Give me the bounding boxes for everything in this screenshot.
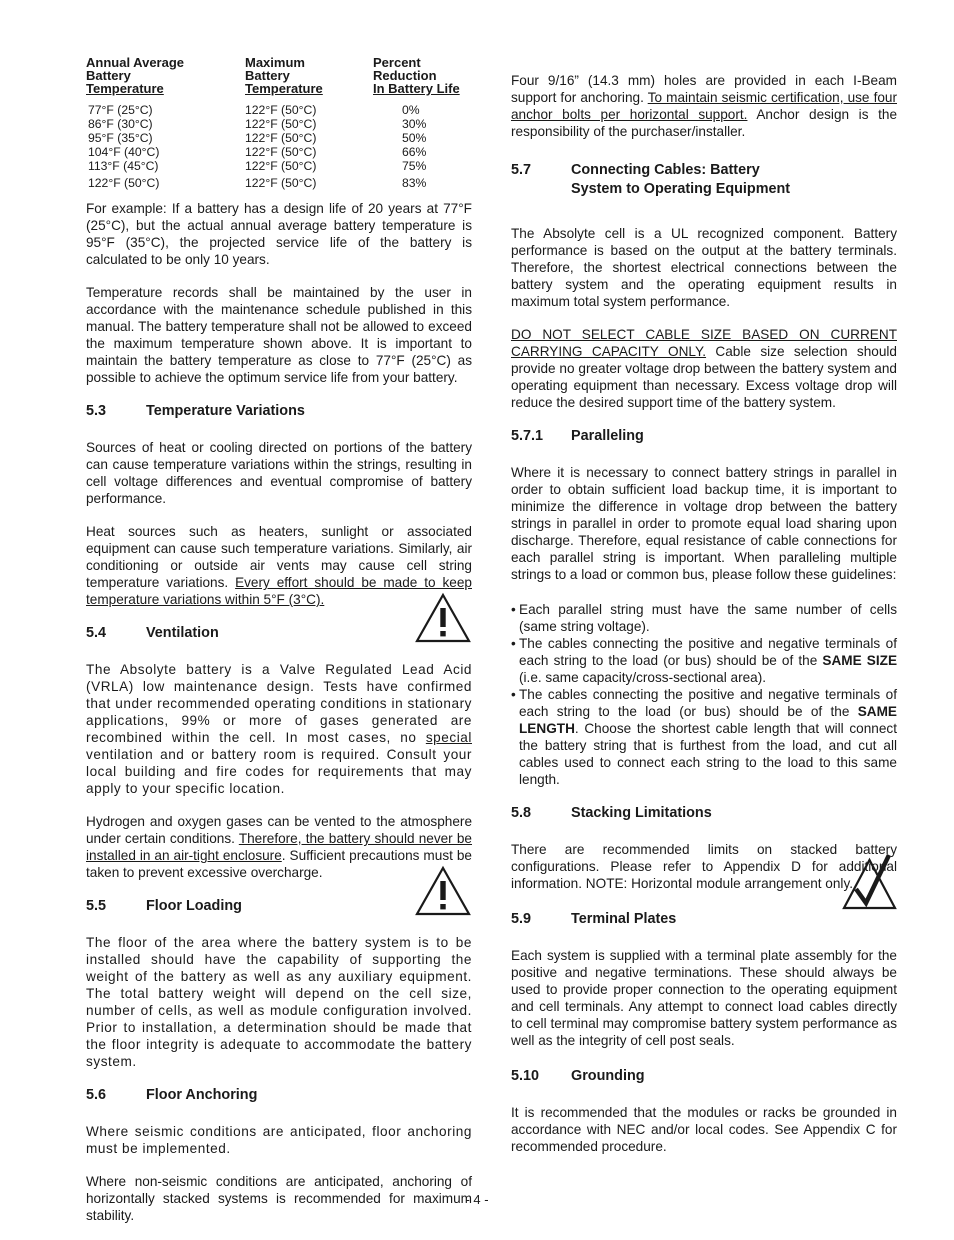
heading-floor-anchoring: 5.6 Floor Anchoring <box>86 1087 258 1103</box>
heading-floor-loading: 5.5 Floor Loading <box>86 897 472 916</box>
warning-triangle-icon <box>414 865 472 917</box>
paralleling-guidelines-list <box>511 601 897 788</box>
list-item: • Each parallel string must have the same number of cells (same string voltage). <box>511 602 897 634</box>
paragraph-floor-anchoring-2: Where non-seismic conditions are anticipated, anchoring of horizontally stacked systems is recommended for maximum stability. <box>86 1174 472 1223</box>
paragraph-floor-anchoring-1: Where seismic conditions are anticipated, floor anchoring must be implemented. <box>86 1124 472 1156</box>
right-column <box>511 72 897 1171</box>
paragraph-ventilation-2: Hydrogen and oxygen gases can be vented to the atmosphere under certain conditions. Therefore, the battery should never be installed in an air-tight enclosure. Sufficient precautions must be taken to prevent excessive overcharge. <box>86 814 472 880</box>
heading-paralleling: 5.7.1 Paralleling <box>511 428 644 444</box>
heading-terminal-plates: 5.9 Terminal Plates <box>511 910 897 929</box>
page-number: - 4 - <box>465 1192 489 1207</box>
paragraph-anchor-holes: Four 9/16” (14.3 mm) holes are provided in each I-Beam support for anchoring. To maintain seismic certification, use four anchor bolts per horizontal support. Anchor design is the responsibility of the purchaser/installer. <box>511 73 898 139</box>
paragraph-paralleling: Where it is necessary to connect battery strings in parallel in order to obtain sufficient load backup time, it is important to minimize the difference in voltage drop between the battery strings in parallel in order to promote equal load sharing upon discharge. Therefore, equal resistance of cable connections for each parallel string is important. When paralleling multiple strings to a load or common bus, please follow these guidelines: <box>511 465 897 582</box>
table-row: 77°F (25°C) 122°F (50°C) 0% <box>88 103 420 117</box>
paragraph-example: For example: If a battery has a design life of 20 years at 77°F (25°C), but the actual annual average battery temperature is 95°F (35°C), the projected service life of the battery is calculated to be only 10 years. <box>86 201 472 267</box>
paragraph-temperature-variations-2: Heat sources such as heaters, sunlight or associated equipment can cause such temperature variations. Similarly, air conditioning or outside air vents may cause cell string temperature variations. Every effort should be made to keep temperature variations within 5°F (3°C). <box>86 524 472 607</box>
paragraph-grounding: It is recommended that the modules or racks be grounded in accordance with NEC and/or local codes. See Appendix C for recommended procedure. <box>511 1105 897 1154</box>
table-row: 86°F (30°C) 122°F (50°C) 30% <box>88 117 427 131</box>
paragraph-terminal-plates: Each system is supplied with a terminal plate assembly for the positive and negative terminations. These should always be used to provide proper connection to the operating equipment and cell terminals. Any attempt to connect load cables directly to cell terminal may compromise battery system performance as well as the integrity of cell post seals. <box>511 948 897 1048</box>
temperature-table <box>86 56 460 190</box>
list-item: • The cables connecting the positive and negative terminals of each string to the load (or bus) should be of the SAME SIZE (i.e. same capacity/cross-sectional area). <box>511 636 898 685</box>
list-item: • The cables connecting the positive and negative terminals of each string to the load (or bus) should be of the SAME LENGTH. Choose the shortest cable length that will connect the battery string that is furthest from the load, and cut all cables used to connect each string to the load to this same length. <box>511 687 897 787</box>
table-row: 95°F (35°C) 122°F (50°C) 50% <box>88 131 427 145</box>
heading-ventilation: 5.4 Ventilation <box>86 624 472 643</box>
heading-grounding: 5.10 Grounding <box>511 1068 645 1084</box>
paragraph-stacking-limitations: There are recommended limits on stacked battery configurations. Please refer to Appendix D for additional information. NOTE: Horizontal module arrangement only. <box>511 842 897 891</box>
warning-triangle-icon <box>414 592 472 644</box>
left-column <box>86 56 472 1240</box>
table-header-row <box>86 56 460 103</box>
paragraph-connecting-cables-2: DO NOT SELECT CABLE SIZE BASED ON CURRENT CARRYING CAPACITY ONLY. Cable size selection should provide no greater voltage drop between the battery system and operating equipment than necessary. Excess voltage drop will reduce the desired support time of the battery system. <box>511 327 897 410</box>
table-row: 113°F (45°C) 122°F (50°C) 75% <box>88 159 427 173</box>
heading-connecting-cables: 5.7 Connecting Cables: Battery System to Operating Equipment <box>511 162 791 197</box>
paragraph-floor-loading: The floor of the area where the battery system is to be installed should have the capability of supporting the weight of the battery as well as any auxiliary equipment. The total battery weight will depend on the cell size, number of cells, as well as module configuration involved. Prior to installation, a determination should be made that the floor integrity is adequate to accommodate the battery system. <box>86 935 472 1069</box>
table-row: 122°F (50°C) 122°F (50°C) 83% <box>88 176 427 190</box>
heading-temperature-variations: 5.3 Temperature Variations <box>86 403 305 419</box>
header-maximum: Maximum Battery Temperature <box>245 55 323 96</box>
header-percent-reduction: Percent Reduction In Battery Life <box>373 55 460 96</box>
paragraph-temperature-variations-1: Sources of heat or cooling directed on portions of the battery can cause temperature variations within the strings, resulting in cell voltage differences and eventual compromise of battery performance. <box>86 440 472 506</box>
paragraph-connecting-cables-1: The Absolyte cell is a UL recognized component. Battery performance is based on the output at the battery terminals. Therefore, the shortest electrical connections between the battery system and the operating equipment results in maximum total system performance. <box>511 226 897 309</box>
header-annual-average: Annual Average Battery Temperature <box>86 55 185 96</box>
table-row: 104°F (40°C) 122°F (50°C) 66% <box>88 145 427 159</box>
check-triangle-icon <box>842 853 897 911</box>
paragraph-ventilation-1: The Absolyte battery is a Valve Regulated Lead Acid (VRLA) low maintenance design. Tests have confirmed that under recommended operating conditions in stationary applications, 99% or more of gases generated are recombined within the cell. In most cases, no special ventilation and or battery room is required. Consult your local building and fire codes for requirements that may apply to your specific location. <box>86 662 472 796</box>
heading-stacking-limitations: 5.8 Stacking Limitations <box>511 805 712 821</box>
paragraph-temperature-records: Temperature records shall be maintained by the user in accordance with the maintenance schedule published in this manual. The battery temperature shall not be allowed to exceed the maximum temperature shown above. It is important to maintain the battery temperature as close to 77°F (25°C) as possible to achieve the optimum service life from your battery. <box>86 285 472 385</box>
